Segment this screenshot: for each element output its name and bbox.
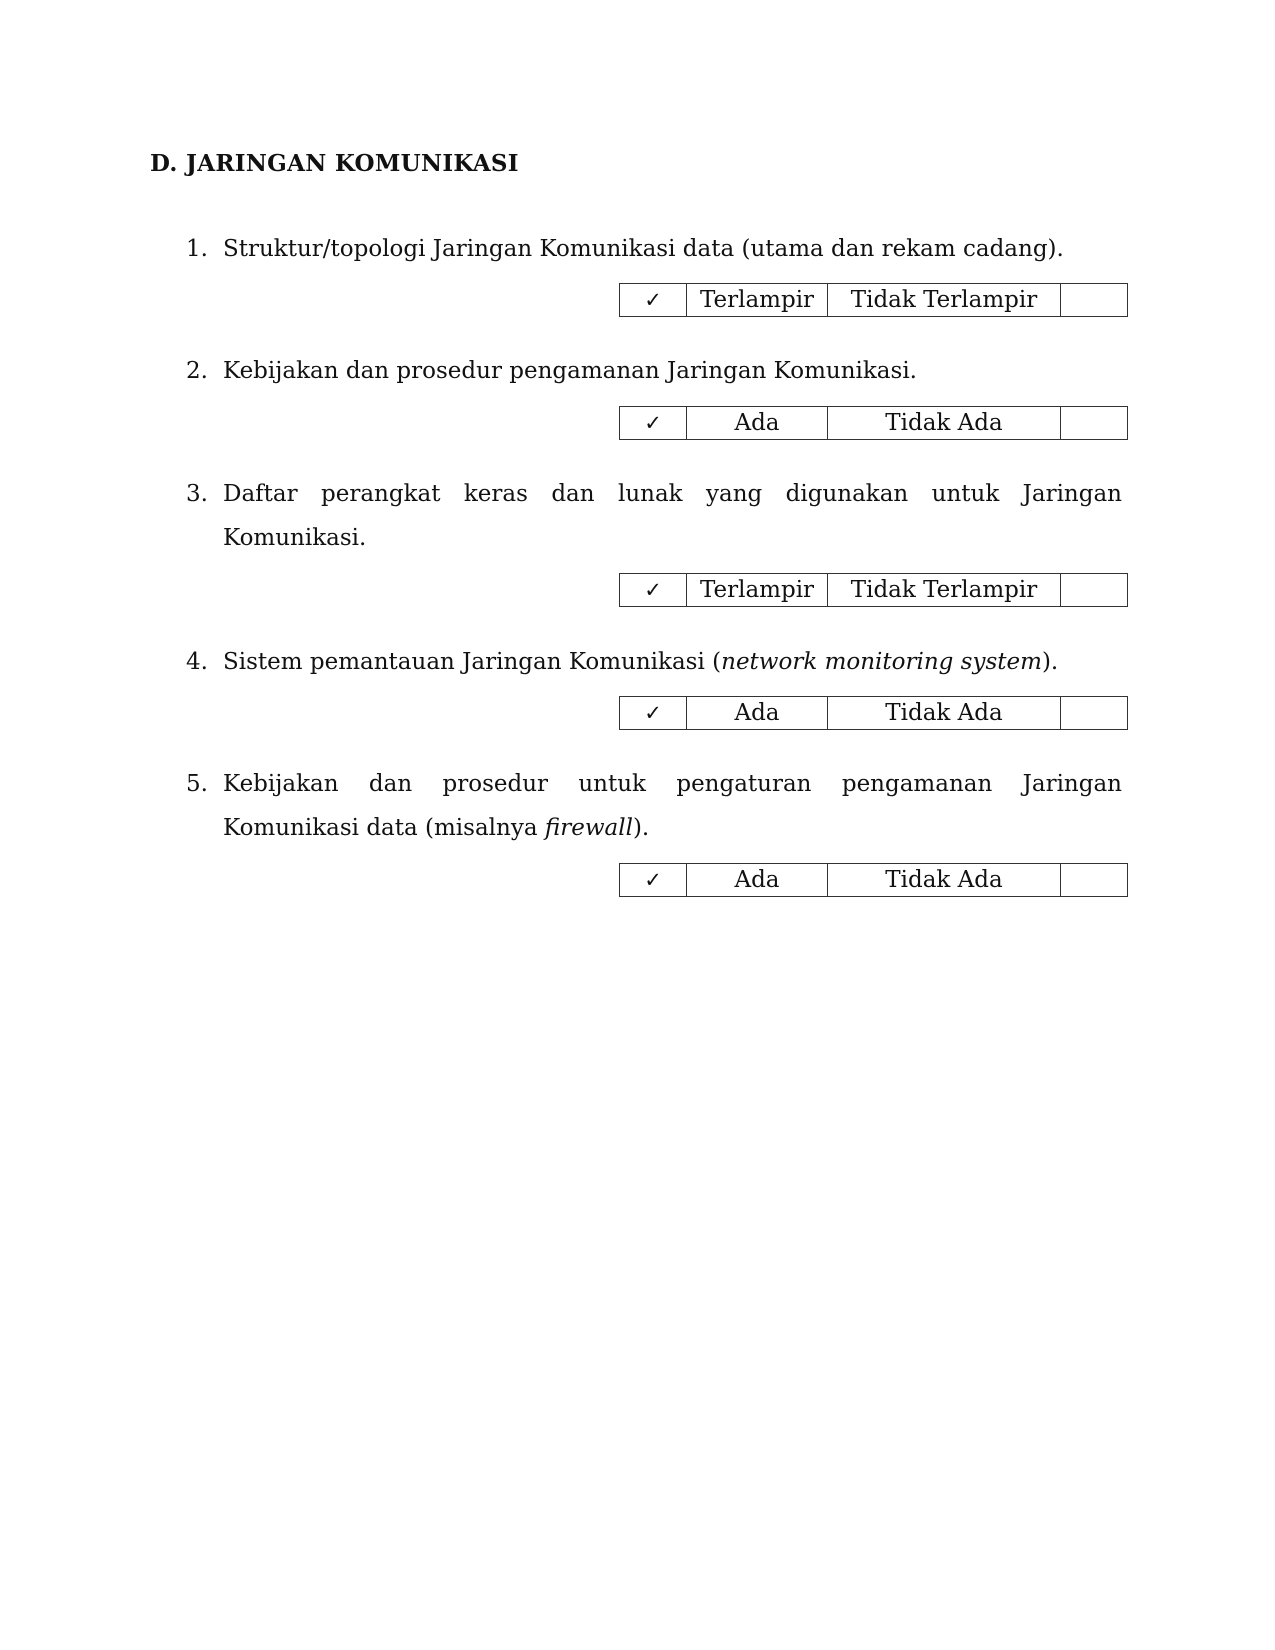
checkmark-icon: ✓ [644, 578, 662, 602]
option-yes-label: Terlampir [687, 574, 828, 606]
checkbox-yes[interactable] [620, 864, 687, 896]
list-item [186, 349, 1122, 393]
item-text: Kebijakan dan prosedur pengamanan Jaringan Komunikasi. [223, 358, 917, 384]
item-number: 5. [186, 771, 208, 797]
checkbox-yes[interactable] [620, 697, 687, 729]
option-yes-label: Ada [687, 697, 828, 729]
choice-box [619, 283, 1128, 317]
option-no-label: Tidak Ada [828, 697, 1061, 729]
checkbox-yes[interactable] [620, 407, 687, 439]
option-yes-label: Ada [687, 407, 828, 439]
list-item [186, 762, 1122, 850]
option-no-label: Tidak Ada [828, 864, 1061, 896]
checkbox-yes[interactable] [620, 284, 687, 316]
checkbox-no[interactable] [1061, 407, 1127, 439]
checkbox-yes[interactable] [620, 574, 687, 606]
item-text: Sistem pemantauan Jaringan Komunikasi (network monitoring system). [223, 649, 1059, 675]
option-yes-label: Terlampir [687, 284, 828, 316]
choice-box [619, 863, 1128, 897]
list-item [186, 227, 1122, 271]
checkbox-no[interactable] [1061, 864, 1127, 896]
checkbox-no[interactable] [1061, 284, 1127, 316]
checkbox-no[interactable] [1061, 574, 1127, 606]
checkbox-no[interactable] [1061, 697, 1127, 729]
choice-box [619, 406, 1128, 440]
item-number: 1. [186, 236, 208, 262]
choice-box [619, 696, 1128, 730]
checkmark-icon: ✓ [644, 411, 662, 435]
option-no-label: Tidak Terlampir [828, 574, 1061, 606]
option-no-label: Tidak Terlampir [828, 284, 1061, 316]
checkmark-icon: ✓ [644, 868, 662, 892]
italic-term: firewall [544, 815, 633, 841]
checkmark-icon: ✓ [644, 288, 662, 312]
item-number: 2. [186, 358, 208, 384]
checkmark-icon: ✓ [644, 701, 662, 725]
list-item [186, 472, 1122, 560]
item-number: 3. [186, 481, 208, 507]
italic-term: network monitoring system [721, 649, 1042, 675]
item-text: Daftar perangkat keras dan lunak yang digunakan untuk Jaringan Komunikasi. [223, 481, 1122, 551]
item-text: Kebijakan dan prosedur untuk pengaturan pengamanan Jaringan Komunikasi data (misalnya firewall). [223, 771, 1122, 841]
list-item [186, 640, 1122, 684]
option-no-label: Tidak Ada [828, 407, 1061, 439]
option-yes-label: Ada [687, 864, 828, 896]
item-number: 4. [186, 649, 208, 675]
section-title: D. JARINGAN KOMUNIKASI [150, 150, 519, 177]
choice-box [619, 573, 1128, 607]
item-text: Struktur/topologi Jaringan Komunikasi data (utama dan rekam cadang). [223, 236, 1064, 262]
